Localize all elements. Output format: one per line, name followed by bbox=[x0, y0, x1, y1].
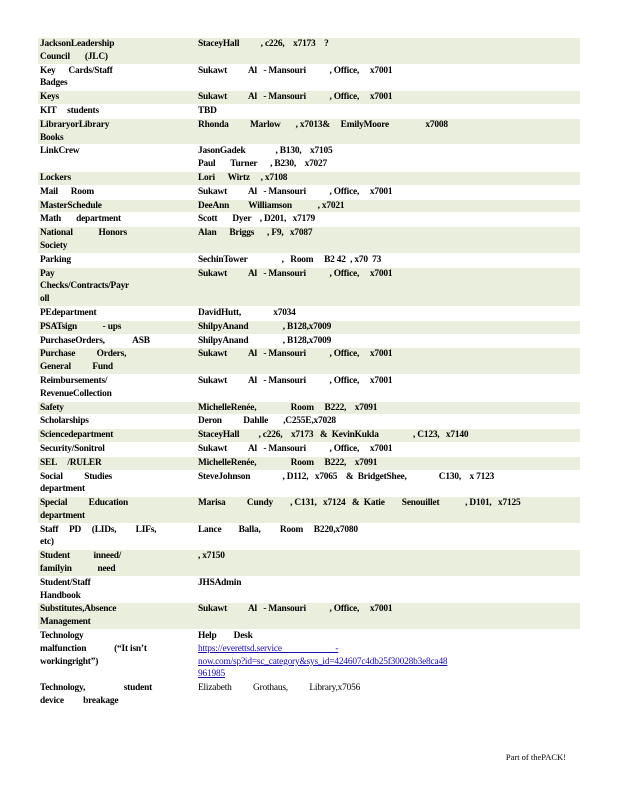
table-row bbox=[38, 456, 580, 470]
table-row bbox=[38, 442, 580, 456]
contact-text: SechinTower , Room B2 42 , x70 73 bbox=[198, 254, 382, 265]
contact-text: , x7150 bbox=[198, 551, 225, 562]
topic-cell bbox=[38, 603, 198, 629]
topic-text: KIT students bbox=[40, 105, 99, 116]
topic-cell bbox=[38, 630, 198, 681]
topic-text: Parking bbox=[40, 254, 71, 265]
table-row bbox=[38, 496, 580, 523]
topic-text: PEdepartment bbox=[40, 307, 97, 318]
topic-text: LinkCrew bbox=[40, 146, 80, 157]
table-row bbox=[38, 414, 580, 428]
table-row bbox=[38, 576, 580, 603]
contact-text: Elizabeth Grothaus, Library,x7056 bbox=[198, 683, 361, 694]
topic-text: Purchase Orders, bbox=[40, 349, 127, 360]
contact-cell bbox=[198, 268, 580, 306]
table-row bbox=[38, 629, 580, 681]
topic-cell bbox=[38, 268, 198, 306]
topic-text: RevenueCollection bbox=[40, 388, 112, 399]
table-row bbox=[38, 104, 580, 118]
contact-cell bbox=[198, 457, 580, 470]
topic-cell bbox=[38, 577, 198, 603]
contact-cell bbox=[198, 524, 580, 550]
topic-cell bbox=[38, 38, 198, 64]
topic-text: Scholarships bbox=[40, 416, 89, 427]
topic-text: malfunction (“It isn’t bbox=[40, 643, 147, 654]
topic-text: Student inneed/ bbox=[40, 551, 122, 562]
table-row bbox=[38, 90, 580, 104]
contact-cell bbox=[198, 307, 580, 320]
topic-text: Reimbursements/ bbox=[40, 375, 108, 386]
topic-text: Handbook bbox=[40, 590, 81, 601]
topic-text: PSATsign - ups bbox=[40, 321, 122, 332]
topic-text: familyin need bbox=[40, 564, 116, 575]
table-row bbox=[38, 64, 580, 91]
topic-text: device breakage bbox=[40, 696, 119, 707]
topic-text: National Honors bbox=[40, 228, 127, 239]
contact-cell bbox=[198, 682, 580, 708]
contact-cell bbox=[198, 172, 580, 185]
contact-text: Lance Balla, Room B220,x7080 bbox=[198, 524, 358, 535]
table-row bbox=[38, 199, 580, 213]
topic-text: Sciencedepartment bbox=[40, 430, 114, 441]
topic-text: Council (JLC) bbox=[40, 51, 108, 62]
topic-cell bbox=[38, 105, 198, 118]
topic-cell bbox=[38, 65, 198, 91]
contact-text: Paul Turner , B230, x7027 bbox=[198, 159, 328, 170]
contact-text: Sukawt Al - Mansouri , Office, x7001 bbox=[198, 65, 393, 76]
table-row bbox=[38, 334, 580, 348]
topic-cell bbox=[38, 471, 198, 497]
contact-cell bbox=[198, 471, 580, 497]
topic-text: Technology bbox=[40, 631, 84, 642]
topic-text: PurchaseOrders, ASB bbox=[40, 335, 150, 346]
contact-text: ShilpyAnand , B128,x7009 bbox=[198, 321, 332, 332]
table-row bbox=[38, 267, 580, 306]
table-row bbox=[38, 602, 580, 629]
table-row bbox=[38, 374, 580, 401]
contact-text: StaceyHall , c226, x7173 ? bbox=[198, 39, 329, 49]
table-row bbox=[38, 401, 580, 415]
topic-text: workingright”) bbox=[40, 656, 99, 667]
topic-text: Math department bbox=[40, 214, 121, 225]
contact-text: Sukawt Al - Mansouri , Office, x7001 bbox=[198, 375, 393, 386]
table-row bbox=[38, 185, 580, 199]
contact-text: JasonGadek , B130, x7105 bbox=[198, 146, 333, 157]
table-row bbox=[38, 549, 580, 576]
footer-text: Part of thePACK! bbox=[505, 752, 566, 762]
table-row bbox=[38, 226, 580, 253]
contact-text: Deron Dahlle ,C255E,x7028 bbox=[198, 416, 336, 427]
contact-text: Sukawt Al - Mansouri , Office, x7001 bbox=[198, 186, 393, 197]
table-row bbox=[38, 428, 580, 442]
topic-text: Substitutes,Absence bbox=[40, 604, 117, 615]
topic-cell bbox=[38, 119, 198, 145]
contact-cell bbox=[198, 577, 580, 603]
contact-cell bbox=[198, 429, 580, 442]
topic-text: SEL /RULER bbox=[40, 457, 102, 468]
topic-text: Management bbox=[40, 617, 91, 628]
contact-text: Sukawt Al - Mansouri , Office, x7001 bbox=[198, 92, 393, 103]
topic-text: Safety bbox=[40, 402, 64, 413]
topic-cell bbox=[38, 321, 198, 334]
topic-cell bbox=[38, 415, 198, 428]
contact-cell bbox=[198, 254, 580, 267]
contact-cell bbox=[198, 402, 580, 415]
table-row bbox=[38, 171, 580, 185]
contact-cell bbox=[198, 200, 580, 213]
contact-cell bbox=[198, 603, 580, 629]
contact-text: StaceyHall , c226, x7173 & KevinKukla , C123, x7140 bbox=[198, 430, 469, 441]
contact-cell bbox=[198, 550, 580, 576]
table-row bbox=[38, 37, 580, 64]
contact-cell bbox=[198, 497, 580, 523]
contact-cell bbox=[198, 227, 580, 253]
topic-text: Social Studies bbox=[40, 471, 112, 482]
contact-cell bbox=[198, 415, 580, 428]
contact-cell bbox=[198, 335, 580, 348]
topic-cell bbox=[38, 682, 198, 708]
topic-text: Checks/Contracts/Payr bbox=[40, 281, 130, 292]
topic-cell bbox=[38, 497, 198, 523]
topic-text: department bbox=[40, 510, 85, 521]
topic-cell bbox=[38, 375, 198, 401]
topic-cell bbox=[38, 550, 198, 576]
contact-text: Rhonda Marlow , x7013& EmilyMoore x7008 bbox=[198, 119, 448, 130]
topic-cell bbox=[38, 200, 198, 213]
table-row bbox=[38, 118, 580, 145]
contact-text: JHSAdmin bbox=[198, 577, 242, 588]
contact-text: Sukawt Al - Mansouri , Office, x7001 bbox=[198, 349, 393, 360]
topic-cell bbox=[38, 524, 198, 550]
topic-text: Pay bbox=[40, 268, 55, 279]
contact-text: Scott Dyer , D201, x7179 bbox=[198, 214, 316, 225]
topic-cell bbox=[38, 213, 198, 226]
topic-text: Society bbox=[40, 240, 68, 251]
table-row bbox=[38, 681, 580, 708]
topic-text: Staff PD (LIDs, LIFs, bbox=[40, 524, 157, 535]
contact-cell bbox=[198, 105, 580, 118]
topic-cell bbox=[38, 186, 198, 199]
topic-cell bbox=[38, 335, 198, 348]
contact-text: DeeAnn Williamson , x7021 bbox=[198, 200, 345, 211]
topic-text: Mail Room bbox=[40, 186, 94, 197]
topic-cell bbox=[38, 227, 198, 253]
topic-text: Keys bbox=[40, 92, 59, 103]
topic-cell bbox=[38, 172, 198, 185]
contact-cell bbox=[198, 321, 580, 334]
topic-cell bbox=[38, 429, 198, 442]
topic-cell bbox=[38, 457, 198, 470]
contact-cell bbox=[198, 145, 580, 171]
contact-cell bbox=[198, 186, 580, 199]
table-row bbox=[38, 253, 580, 267]
topic-text: Badges bbox=[40, 78, 68, 89]
contact-text: Marisa Cundy , C131, x7124 & Katie Senouillet , D101, x7125 bbox=[198, 498, 521, 509]
contact-text: ShilpyAnand , B128,x7009 bbox=[198, 335, 332, 346]
table-row bbox=[38, 306, 580, 320]
topic-text: oll bbox=[40, 294, 50, 305]
topic-text: Key Cards/Staff bbox=[40, 65, 113, 76]
topic-text: LibraryorLibrary bbox=[40, 119, 110, 130]
topic-text: department bbox=[40, 484, 85, 495]
topic-cell bbox=[38, 145, 198, 171]
contact-cell bbox=[198, 91, 580, 104]
contact-text: Sukawt Al - Mansouri , Office, x7001 bbox=[198, 604, 393, 615]
topic-cell bbox=[38, 254, 198, 267]
topic-text: etc) bbox=[40, 537, 54, 548]
contact-text: Sukawt Al - Mansouri , Office, x7001 bbox=[198, 268, 393, 279]
contact-text: SteveJohnson , D112, x7065 & BridgetShee, C130, x 7123 bbox=[198, 471, 495, 482]
contact-text: TBD bbox=[198, 105, 217, 116]
topic-cell bbox=[38, 443, 198, 456]
contact-cell bbox=[198, 375, 580, 401]
topic-text: Special Education bbox=[40, 498, 129, 509]
table-row bbox=[38, 470, 580, 497]
contact-cell bbox=[198, 65, 580, 91]
topic-text: Technology, student bbox=[40, 683, 153, 694]
contact-cell bbox=[198, 630, 580, 681]
topic-cell bbox=[38, 91, 198, 104]
topic-text: Student/Staff bbox=[40, 577, 91, 588]
topic-text: Lockers bbox=[40, 172, 71, 183]
contact-cell bbox=[198, 348, 580, 374]
topic-text: MasterSchedule bbox=[40, 200, 102, 211]
topic-text: JacksonLeadership bbox=[40, 39, 115, 49]
contact-text: DavidHutt, x7034 bbox=[198, 307, 296, 318]
table-row bbox=[38, 347, 580, 374]
contact-cell bbox=[198, 443, 580, 456]
contact-cell bbox=[198, 119, 580, 145]
table-row bbox=[38, 523, 580, 550]
contact-table bbox=[38, 37, 580, 708]
contact-cell bbox=[198, 213, 580, 226]
topic-text: Books bbox=[40, 132, 64, 143]
topic-text: General Fund bbox=[40, 362, 113, 373]
table-row bbox=[38, 212, 580, 226]
topic-cell bbox=[38, 402, 198, 415]
contact-cell bbox=[198, 38, 580, 64]
contact-text: MichelleRenée, Room B222, x7091 bbox=[198, 402, 378, 413]
topic-text: Security/Sonitrol bbox=[40, 443, 105, 454]
table-row bbox=[38, 144, 580, 171]
topic-cell bbox=[38, 307, 198, 320]
contact-text: Help Desk bbox=[198, 631, 253, 642]
contact-text: Lori Wirtz , x7108 bbox=[198, 172, 288, 183]
contact-text: MichelleRenée, Room B222, x7091 bbox=[198, 457, 378, 468]
topic-cell bbox=[38, 348, 198, 374]
contact-text: Alan Briggs , F9, x7087 bbox=[198, 228, 313, 239]
help-desk-link[interactable]: https://everettsd.service - now.com/sp?id=sc_category&sys_id=424607c4db25f30028b3e8ca48 961985 bbox=[198, 643, 448, 680]
contact-text: Sukawt Al - Mansouri , Office, x7001 bbox=[198, 443, 393, 454]
table-row bbox=[38, 320, 580, 334]
